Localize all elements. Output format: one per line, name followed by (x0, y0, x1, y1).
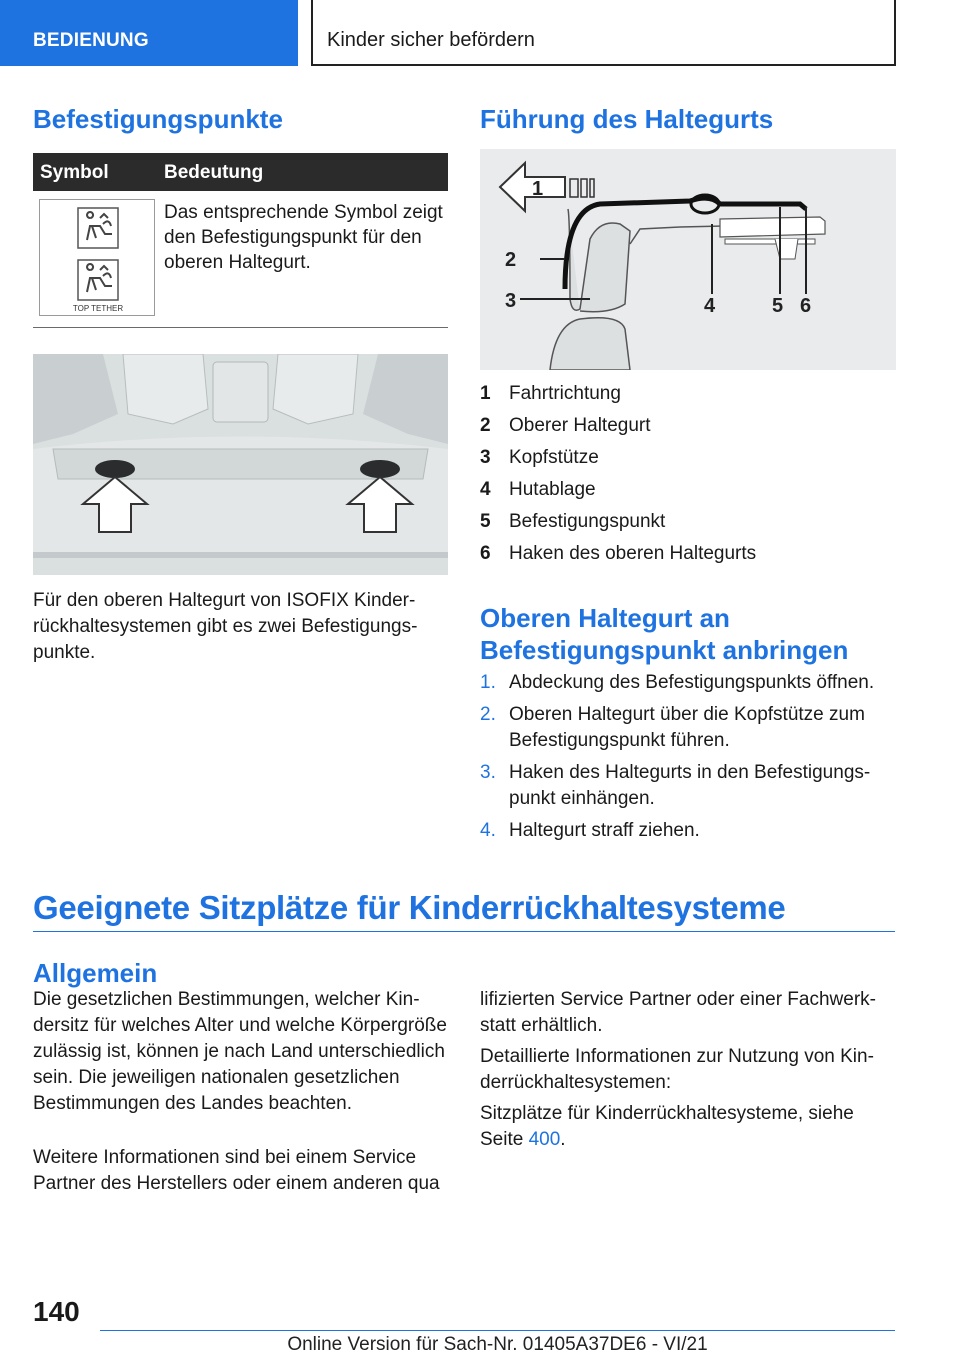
step-text: Abdeckung des Befestigungspunkts öffnen. (509, 672, 875, 693)
table-row (33, 191, 448, 328)
page-link-400[interactable]: 400 (528, 1129, 561, 1150)
step-text: Haltegurt straff ziehen. (509, 820, 700, 841)
heading-anbringen-line1: Oberen Haltegurt an (480, 603, 730, 633)
header-chapter-title: Kinder sicher befördern (311, 0, 896, 66)
diagram-label-1: 1 (532, 178, 544, 200)
heading-fuehrung: Führung des Haltegurts (480, 104, 774, 134)
legend-text: Hutablage (509, 479, 596, 500)
symbol-table (33, 153, 448, 328)
isofix-paragraph: Für den oberen Haltegurt von ISOFIX Kinderrückhaltesystemen gibt es zwei Befestigungspunkte. (33, 590, 418, 663)
cross-reference-end: . (560, 1129, 566, 1150)
tether-routing-image (480, 149, 896, 370)
list-item (480, 670, 900, 696)
diagram-legend (480, 381, 900, 573)
list-item (480, 541, 900, 573)
tether-symbol-icon (39, 199, 155, 316)
legend-text: Kopfstütze (509, 447, 599, 468)
legend-number: 3 (480, 447, 491, 468)
list-item (480, 413, 900, 445)
legend-number: 2 (480, 415, 491, 436)
legend-number: 1 (480, 383, 491, 404)
legend-text: Oberer Haltegurt (509, 415, 651, 436)
step-text: Oberen Haltegurt über die Kopfstütze zum Befestigungspunkt führen. (509, 704, 865, 751)
diagram-label-5: 5 (772, 295, 784, 317)
top-tether-label: TOP TETHER (72, 304, 124, 313)
legend-number: 4 (480, 479, 491, 500)
step-number: 1. (480, 672, 496, 693)
col-symbol-header: Symbol (40, 162, 109, 183)
tether-routing-diagram (480, 149, 896, 370)
list-item (480, 477, 900, 509)
allgemein-paragraph-3: lifizierten Service Partner oder einer Fachwerkstatt erhältlich. (480, 989, 876, 1036)
list-item (480, 509, 900, 541)
step-text: Haken des Haltegurts in den Befestigungspunkt einhängen. (509, 762, 871, 809)
step-number: 3. (480, 762, 496, 783)
heading-befestigungspunkte: Befestigungspunkte (33, 104, 283, 134)
allgemein-paragraph-5 (480, 1101, 895, 1153)
cross-reference-text: Sitzplätze für Kinderrückhaltesysteme, siehe Seite (480, 1103, 854, 1150)
allgemein-paragraph-4: Detaillierte Informationen zur Nutzung von Kinderrückhaltesystemen: (480, 1046, 874, 1093)
heading-anbringen-line2: Befestigungspunkt anbringen (480, 635, 849, 665)
diagram-label-6: 6 (800, 295, 812, 317)
section-divider (33, 931, 895, 932)
page-number: 140 (33, 1296, 80, 1327)
list-item (480, 702, 900, 754)
rear-shelf-image (33, 354, 448, 575)
header-section-tab: BEDIENUNG (0, 0, 298, 66)
legend-number: 5 (480, 511, 491, 532)
col-meaning-header: Bedeutung (164, 162, 264, 183)
legend-text: Befestigungspunkt (509, 511, 666, 532)
heading-allgemein: Allgemein (33, 958, 158, 988)
legend-text: Fahrtrichtung (509, 383, 621, 404)
step-number: 4. (480, 820, 496, 841)
allgemein-paragraph-2: Weitere Informationen sind bei einem Service Partner des Herstellers oder einem anderen qua (33, 1147, 440, 1194)
list-item (480, 445, 900, 477)
footer-text: Online Version für Sach-Nr. 01405A37DE6 - VI/21 (287, 1334, 708, 1355)
rear-shelf-photo (33, 354, 448, 575)
list-item (480, 760, 900, 812)
table-header (33, 153, 448, 191)
steps-list (480, 670, 900, 850)
list-item (480, 818, 900, 844)
diagram-label-3: 3 (505, 290, 517, 312)
list-item (480, 381, 900, 413)
heading-anbringen (480, 602, 848, 666)
allgemein-paragraph-1: Die gesetzlichen Bestimmungen, welcher Kindersitz für welches Alter und welche Körpergröße zulässig ist, können je nach Land unterschiedlich sein. Die jeweiligen nationalen gesetzlichen Bestimmungen des Landes beachten. (33, 989, 447, 1114)
diagram-label-4: 4 (704, 295, 716, 317)
child-seat-anchor-icon (40, 200, 156, 317)
footer-divider (100, 1330, 895, 1331)
heading-geeignete-sitzplaetze: Geeignete Sitzplätze für Kinderrückhaltesysteme (33, 889, 786, 926)
legend-text: Haken des oberen Haltegurts (509, 543, 757, 564)
diagram-label-2: 2 (505, 249, 517, 271)
symbol-meaning-text: Das entsprechende Symbol zeigt den Befestigungspunkt für den oberen Haltegurt. (164, 202, 443, 273)
step-number: 2. (480, 704, 496, 725)
legend-number: 6 (480, 543, 491, 564)
